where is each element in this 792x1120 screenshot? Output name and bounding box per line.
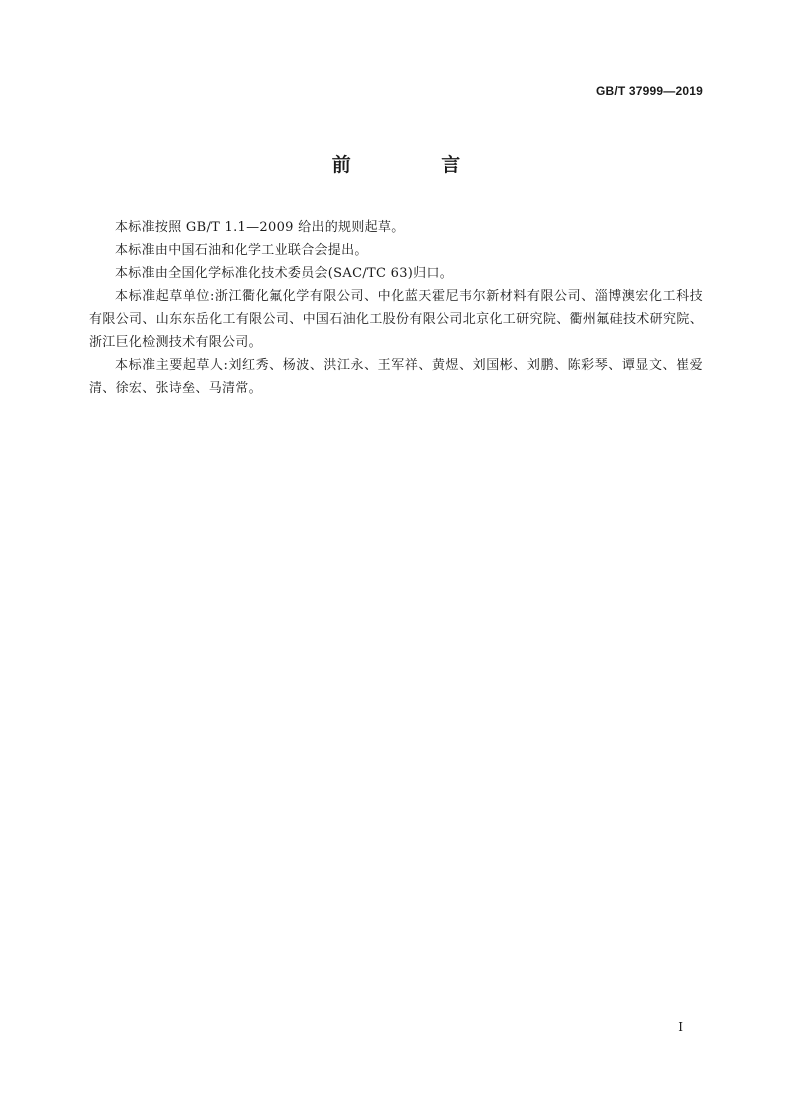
document-body [89,216,703,400]
paragraph-proposer: 本标准由中国石油和化学工业联合会提出。 [115,243,368,258]
paragraph-drafting-rules: 本标准按照 GB/T 1.1—2009 给出的规则起草。 [115,220,405,235]
paragraph-drafters: 本标准主要起草人:刘红秀、杨波、洪江永、王军祥、黄煜、刘国彬、刘鹏、陈彩琴、谭显文、崔爱清、徐宏、张诗垒、马清常。 [89,358,703,396]
standard-code: GB/T 37999—2019 [595,84,703,98]
paragraph-drafting-units: 本标准起草单位:浙江衢化氟化学有限公司、中化蓝天霍尼韦尔新材料有限公司、淄博澳宏化工科技有限公司、山东东岳化工有限公司、中国石油化工股份有限公司北京化工研究院、衢州氟硅技术研究院、浙江巨化检测技术有限公司。 [89,289,703,350]
page-number: I [678,1020,683,1034]
page-title: 前 言 [331,154,503,176]
paragraph-jurisdiction: 本标准由全国化学标准化技术委员会(SAC/TC 63)归口。 [115,266,454,281]
